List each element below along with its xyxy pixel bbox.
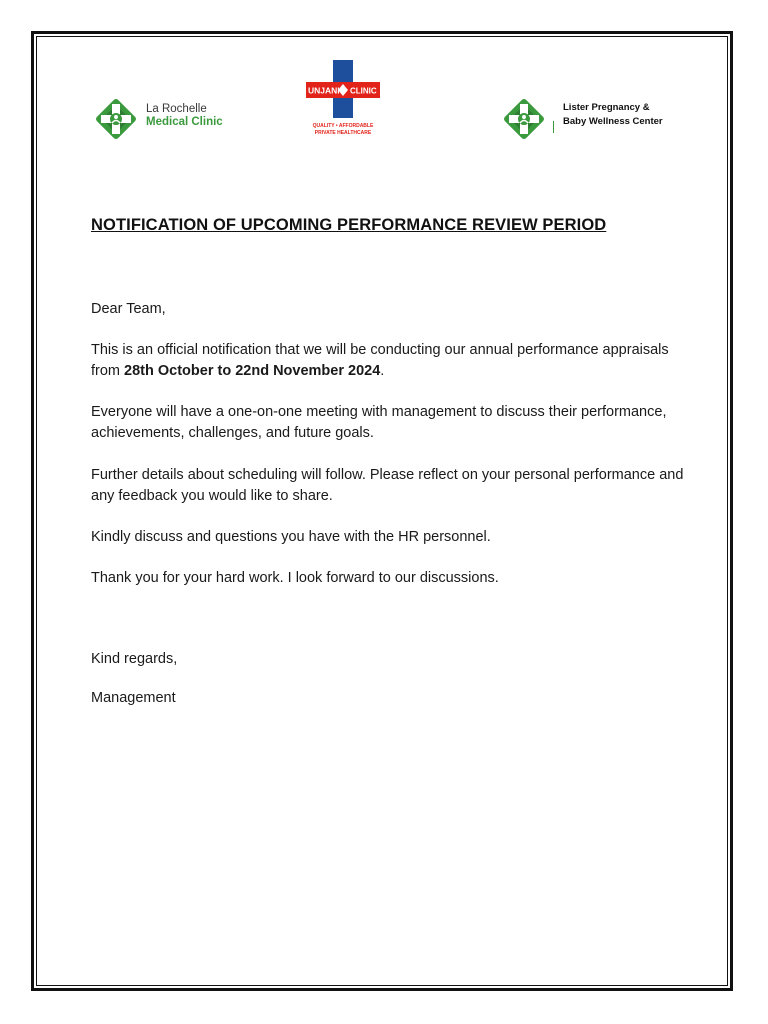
appraisal-dates: 28th October to 22nd November 2024	[124, 363, 381, 379]
lister-line2: Baby Wellness Center	[563, 116, 663, 127]
lister-line1: Lister Pregnancy &	[563, 102, 650, 113]
document-title: NOTIFICATION OF UPCOMING PERFORMANCE REVIEW PERIOD	[91, 216, 607, 234]
lister-logo	[501, 96, 671, 142]
paragraph-scheduling: Further details about scheduling will follow. Please reflect on your personal performance and any feedback you would like to share.	[91, 467, 684, 504]
p1-text: This is an official notification that we will be conducting our annual performance appraisals from	[91, 342, 669, 379]
medical-cross-icon	[501, 96, 547, 142]
closing: Kind regards,	[91, 651, 178, 667]
medical-cross-icon	[93, 96, 139, 142]
greeting: Dear Team,	[91, 301, 166, 317]
page-border	[31, 31, 733, 991]
paragraph-meetings: Everyone will have a one-on-one meeting with management to discuss their performance, achievements, challenges, and future goals.	[91, 404, 667, 441]
unjani-left-text: UNJANI	[308, 85, 340, 96]
la-rochelle-line1: La Rochelle	[146, 103, 207, 115]
logo-separator	[553, 121, 554, 133]
unjani-tagline-1: QUALITY • AFFORDABLE	[312, 123, 374, 129]
unjani-tagline-2: PRIVATE HEALTHCARE	[314, 130, 372, 136]
unjani-right-text: CLINIC	[350, 86, 377, 96]
la-rochelle-logo	[93, 96, 233, 142]
paragraph-appraisal-dates	[91, 340, 691, 382]
paragraph-thanks: Thank you for your hard work. I look forward to our discussions.	[91, 570, 499, 586]
unjani-clinic-logo	[306, 60, 380, 138]
paragraph-hr: Kindly discuss and questions you have with the HR personnel.	[91, 529, 491, 545]
la-rochelle-line2: Medical Clinic	[146, 116, 223, 128]
p1-end: .	[380, 363, 385, 379]
signature: Management	[91, 690, 176, 706]
page-border-inner	[36, 36, 728, 986]
